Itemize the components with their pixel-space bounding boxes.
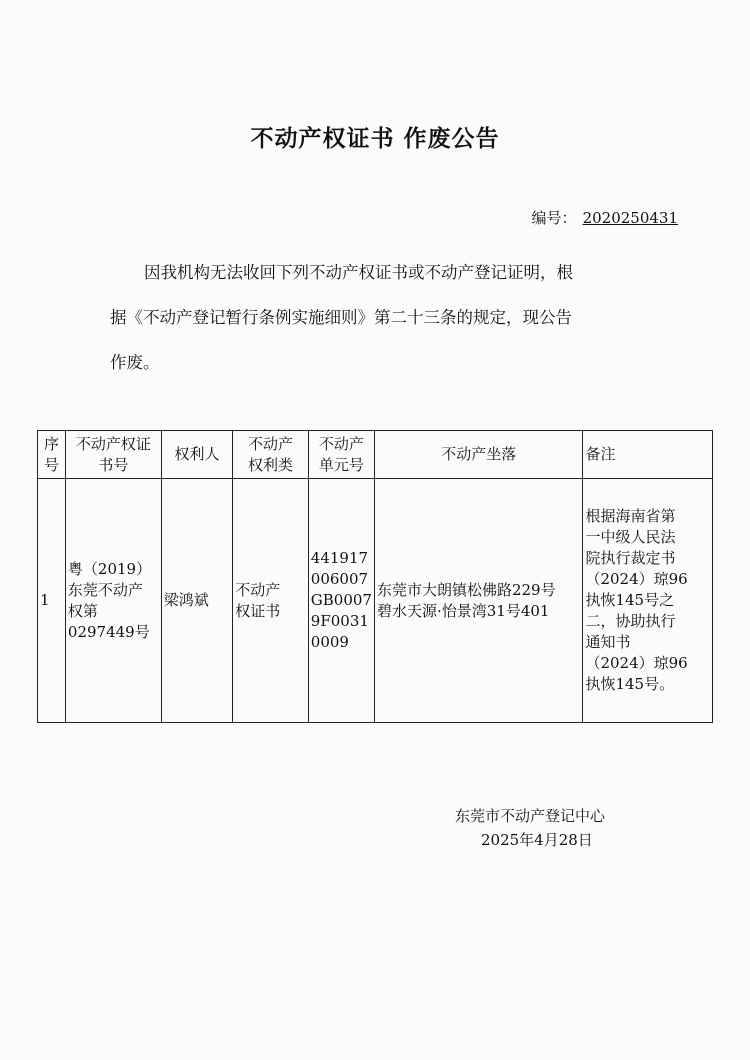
header-remark: 备注 xyxy=(583,431,713,479)
issue-date: 2025年4月28日 xyxy=(481,831,593,849)
cell-cert-no: 粤（2019） 东莞不动产 权第 0297449号 xyxy=(65,479,161,723)
cell-remark: 根据海南省第 一中级人民法 院执行裁定书 （2024）琼96 执恢145号之 二，协助执行 通知书 （2024）琼96 执恢145号。 xyxy=(583,479,713,723)
cell-seq: 1 xyxy=(38,479,66,723)
header-cert-no: 不动产权证 书号 xyxy=(65,431,161,479)
announcement-body xyxy=(110,250,670,385)
signature-block xyxy=(455,804,605,852)
table-header-row xyxy=(38,431,713,479)
cell-location: 东莞市大朗镇松佛路229号 碧水天源·怡景湾31号401 xyxy=(374,479,582,723)
body-line-1: 因我机构无法收回下列不动产权证书或不动产登记证明，根 xyxy=(144,263,573,282)
header-unit-no: 不动产 单元号 xyxy=(308,431,374,479)
cell-right-type: 不动产 权证书 xyxy=(233,479,309,723)
body-line-2: 据《不动产登记暂行条例实施细则》第二十三条的规定，现公告 xyxy=(110,308,572,327)
header-seq: 序 号 xyxy=(38,431,66,479)
cell-unit-no: 441917 006007 GB0007 9F0031 0009 xyxy=(308,479,374,723)
issuing-organization: 东莞市不动产登记中心 xyxy=(455,807,606,825)
doc-number-label: 编号： xyxy=(531,209,577,227)
header-right-type: 不动产 权利类 xyxy=(233,431,309,479)
header-holder: 权利人 xyxy=(161,431,233,479)
body-line-3: 作废。 xyxy=(110,353,160,372)
header-location: 不动产坐落 xyxy=(374,431,582,479)
doc-number-value: 2020250431 xyxy=(582,209,678,227)
page-title: 不动产权证书 作废公告 xyxy=(250,126,500,152)
table-row xyxy=(38,479,713,723)
doc-number xyxy=(532,207,678,228)
cell-holder: 梁鸿斌 xyxy=(161,479,233,723)
void-certificate-table xyxy=(37,430,713,723)
